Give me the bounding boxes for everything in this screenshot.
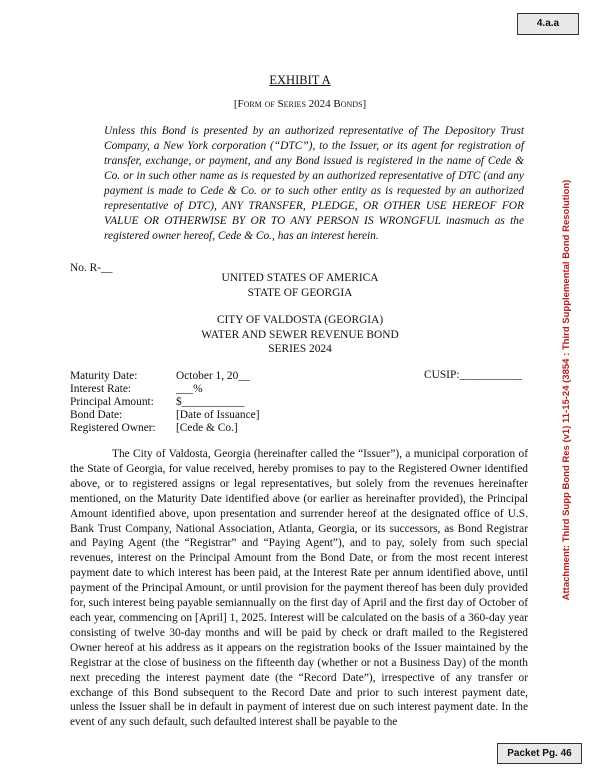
bond-title-heading [0,313,600,357]
state-heading: STATE OF GEORGIA [247,286,353,299]
legend-line: entity as is requested by an authorized representative of DTC), ANY TRANSFER, [104,185,524,212]
attachment-side-note: Attachment: Third Supp Bond Res (v1) 11-15-24 (3854 : Third Supplemental Bond Resolution) [561,179,572,601]
legend-line: ANY PERSON IS WRONGFUL inasmuch as the registered owner hereof, Cede & [104,215,524,242]
dtc-legend [104,124,524,244]
legend-line: PLEDGE, OR OTHER USE HEREOF FOR VALUE OR OTHERWISE BY OR TO [104,200,524,227]
packet-page-number: Packet Pg. 46 [497,743,582,764]
legend-line: registration of transfer, exchange, or payment, and any Bond issued is registered [104,140,524,167]
form-subtitle [0,98,600,110]
principal-amount-label: Principal Amount: [70,396,154,408]
legend-line: Unless this Bond is presented by an authorized representative of The Depository [104,125,496,137]
legend-line: Co., has an interest herein. [255,230,379,242]
registered-owner-label: Registered Owner: [70,422,156,434]
form-close-bracket: ] [362,98,367,110]
series-heading: SERIES 2024 [268,343,332,355]
bond-date-value: [Date of Issuance] [176,409,260,421]
maturity-date-label: Maturity Date: [70,370,138,382]
form-open-bracket: [ [233,98,238,110]
principal-amount-value: $___________ [176,396,245,408]
bond-body-paragraph: The City of Valdosta, Georgia (hereinafter called the “Issuer”), a municipal corporation of the State of Georgia, for value received, hereby promises to pay to the Registered Owner identified above, or to registered assigns or legal representatives, but solely from the revenues hereinafter mentioned, on the Maturity Date identified above (or earlier as hereinafter provided), the Principal Amount identified above, upon presentation and surrender hereof at the designated office of U.S. Bank Trust Company, National Association, Atlanta, Georgia, or its successors, as Bond Registrar and Paying Agent (the “Registrar” and “Paying Agent”), and to pay, solely from such special revenues, interest on the Principal Amount from the Bond Date, or from the most recent interest payment date to which interest has been paid, at the Interest Rate per annum identified above, until payment of the Principal Amount, or until provision for the payment thereof has been duly provided for, such interest being payable semiannually on the first day of April and the first day of October of each year, commencing on [April] 1, 2025. Interest will be calculated on the basis of a 360-day year consisting of twelve 30-day months and will be paid by check or draft mailed to the Registered Owner hereof at his address as it appears on the registration books of the Issuer maintained by the Registrar at the close of business on the fifteenth day (whether or not a Business Day) of the month next preceding the interest payment date (the “Record Date”), irrespective of any transfer or exchange of this Bond subsequent to the Record Date and prior to such interest payment date, unless the Issuer shall be in default in payment of interest due on such interest payment date. In the event of any such default, such defaulted interest shall be payable to the [70,448,528,729]
legend-line: in the name of Cede & Co. or in such other name as is requested by an authorized [104,155,524,182]
jurisdiction-heading [0,271,600,300]
registered-owner-value: [Cede & Co.] [176,422,238,434]
exhibit-title: EXHIBIT A [269,73,331,87]
legend-line: representative of DTC (and any payment is made to Cede & Co. or to such other [104,170,524,197]
agenda-item-tag: 4.a.a [517,13,579,35]
legend-line: Trust Company, a New York corporation (“DTC”), to the Issuer, or its agent for [104,125,524,152]
country-heading: UNITED STATES OF AMERICA [221,272,379,284]
interest-rate-value: ___% [176,383,203,395]
cusip-field: CUSIP:___________ [424,369,523,381]
bond-type-heading: WATER AND SEWER REVENUE BOND [201,328,399,341]
interest-rate-label: Interest Rate: [70,383,132,395]
maturity-date-value: October 1, 20__ [176,370,250,382]
issuer-heading: CITY OF VALDOSTA (GEORGIA) [216,314,384,326]
form-subtitle-text: Form of Series 2024 Bonds [237,98,363,110]
bond-number: No. R-__ [70,262,113,274]
bond-date-label: Bond Date: [70,409,123,421]
